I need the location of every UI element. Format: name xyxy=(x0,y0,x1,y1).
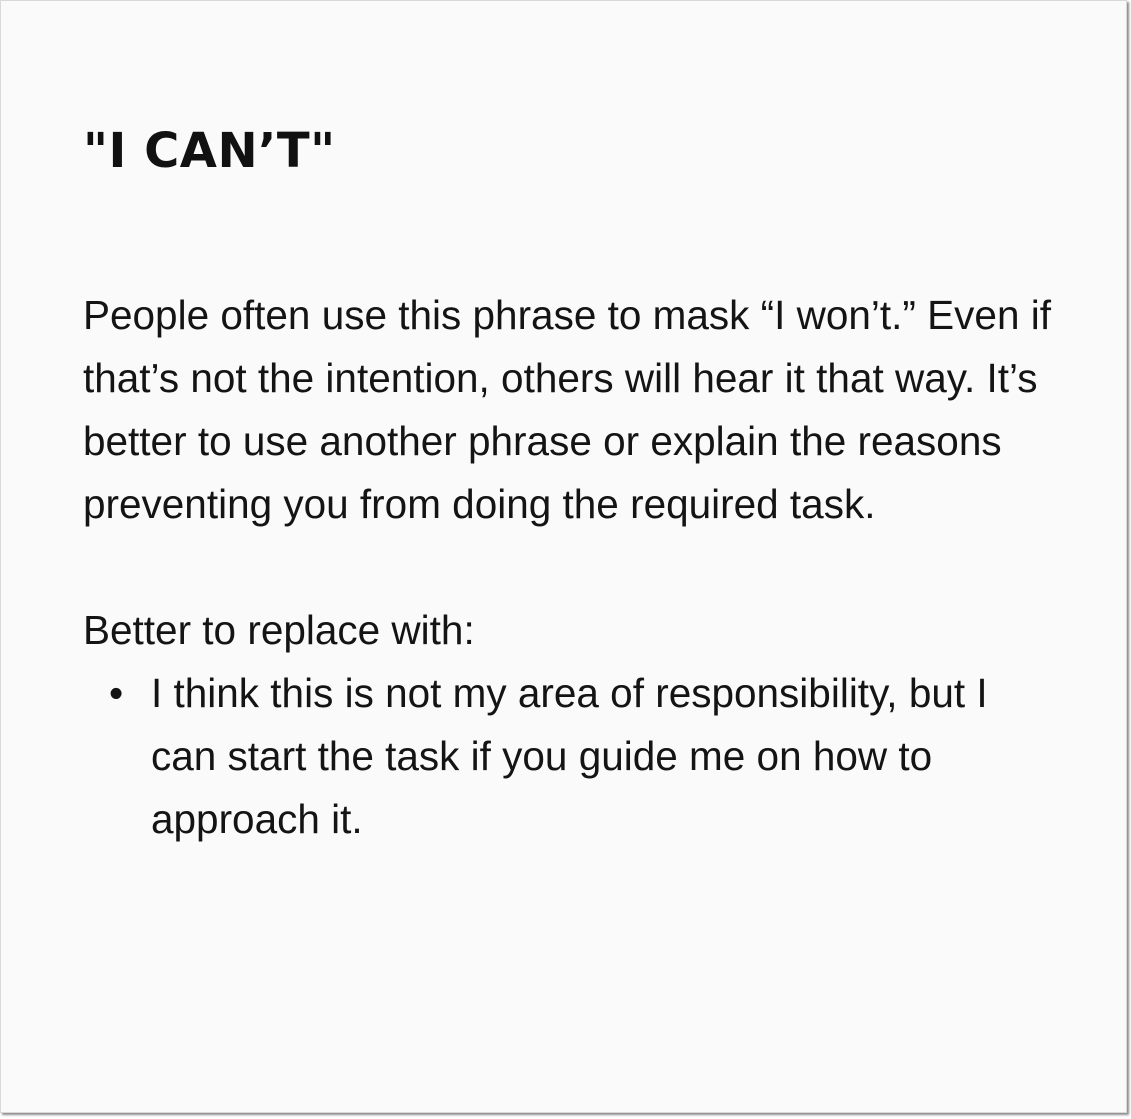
page-title: "I CAN’T" xyxy=(83,123,336,179)
replacement-list xyxy=(83,662,1063,851)
replacement-text: I think this is not my area of responsibility, but I can start the task if you guide me on how to approach it. xyxy=(151,670,988,842)
bullet-icon: • xyxy=(109,670,124,716)
list-item xyxy=(83,662,1061,851)
card-body xyxy=(83,284,1063,851)
explanation-paragraph: People often use this phrase to mask “I won’t.” Even if that’s not the intention, others will hear it that way. It’s better to use another phrase or explain the reasons preventing you from doing the required task. xyxy=(83,292,1051,527)
replace-label: Better to replace with: xyxy=(83,607,475,653)
